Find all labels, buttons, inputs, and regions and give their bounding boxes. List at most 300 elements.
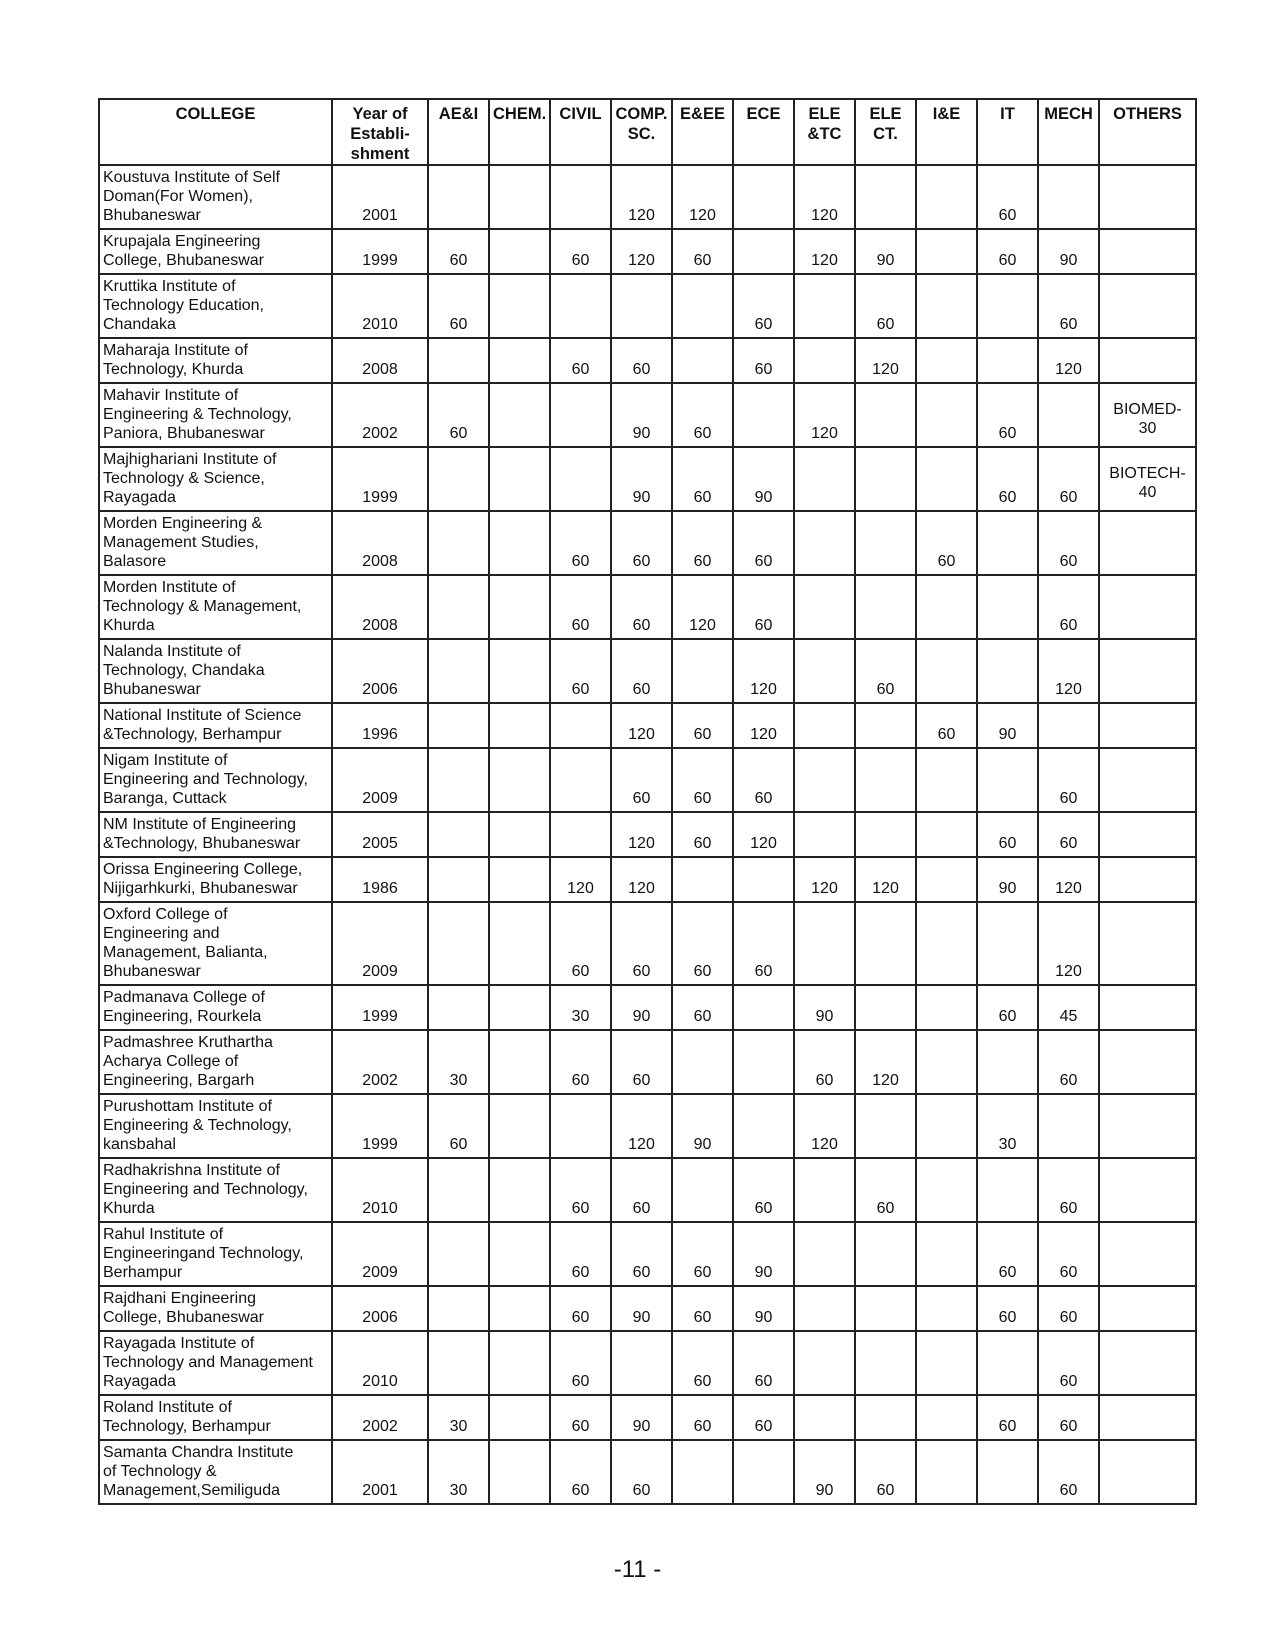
cell-mech: 120	[1038, 338, 1099, 383]
cell-others	[1099, 229, 1196, 274]
cell-ie	[916, 1094, 977, 1158]
cell-others	[1099, 511, 1196, 575]
cell-elect: 60	[855, 639, 916, 703]
cell-ece	[733, 1094, 794, 1158]
cell-ece	[733, 1030, 794, 1094]
cell-comp: 60	[611, 1030, 672, 1094]
header-etc: ELE &TC	[794, 99, 855, 165]
cell-eee: 60	[672, 1286, 733, 1331]
cell-etc: 90	[794, 1440, 855, 1504]
cell-it: 90	[977, 703, 1038, 748]
cell-eee: 60	[672, 902, 733, 985]
cell-comp: 90	[611, 1395, 672, 1440]
table-row	[99, 383, 1196, 447]
cell-year: 2008	[332, 338, 428, 383]
cell-eee	[672, 639, 733, 703]
cell-others	[1099, 1222, 1196, 1286]
cell-year: 1999	[332, 229, 428, 274]
cell-comp: 60	[611, 338, 672, 383]
cell-year: 2008	[332, 575, 428, 639]
cell-college: National Institute of Science &Technology, Berhampur	[99, 703, 332, 748]
cell-comp: 120	[611, 812, 672, 857]
cell-ece	[733, 229, 794, 274]
cell-others	[1099, 575, 1196, 639]
cell-civil: 60	[550, 1030, 611, 1094]
cell-comp	[611, 1331, 672, 1395]
cell-aei	[428, 1158, 489, 1222]
cell-civil	[550, 703, 611, 748]
cell-year: 2006	[332, 639, 428, 703]
cell-etc	[794, 1286, 855, 1331]
cell-chem	[489, 857, 550, 902]
table-row	[99, 639, 1196, 703]
cell-etc	[794, 575, 855, 639]
cell-year: 2009	[332, 902, 428, 985]
cell-it: 60	[977, 165, 1038, 229]
cell-comp: 90	[611, 1286, 672, 1331]
cell-chem	[489, 1395, 550, 1440]
cell-ie	[916, 639, 977, 703]
cell-it: 60	[977, 1395, 1038, 1440]
cell-eee	[672, 1440, 733, 1504]
cell-civil	[550, 1094, 611, 1158]
table-row	[99, 1286, 1196, 1331]
cell-mech: 60	[1038, 812, 1099, 857]
cell-eee	[672, 274, 733, 338]
table-row	[99, 1094, 1196, 1158]
cell-etc	[794, 812, 855, 857]
table-row	[99, 812, 1196, 857]
cell-chem	[489, 165, 550, 229]
cell-college: Nigam Institute of Engineering and Technology, Baranga, Cuttack	[99, 748, 332, 812]
cell-chem	[489, 639, 550, 703]
cell-others	[1099, 1440, 1196, 1504]
cell-aei: 60	[428, 274, 489, 338]
cell-mech: 120	[1038, 857, 1099, 902]
cell-elect	[855, 447, 916, 511]
header-comp: COMP. SC.	[611, 99, 672, 165]
cell-chem	[489, 274, 550, 338]
cell-ie	[916, 1158, 977, 1222]
table-row	[99, 447, 1196, 511]
cell-civil: 60	[550, 1158, 611, 1222]
cell-others	[1099, 985, 1196, 1030]
table-row	[99, 985, 1196, 1030]
cell-aei	[428, 1331, 489, 1395]
cell-etc	[794, 1158, 855, 1222]
cell-civil	[550, 748, 611, 812]
cell-eee	[672, 857, 733, 902]
cell-ece: 60	[733, 1395, 794, 1440]
cell-ie	[916, 812, 977, 857]
cell-others	[1099, 1158, 1196, 1222]
cell-aei: 30	[428, 1395, 489, 1440]
cell-mech: 60	[1038, 1158, 1099, 1222]
cell-ie	[916, 1331, 977, 1395]
table-row	[99, 703, 1196, 748]
cell-elect	[855, 902, 916, 985]
cell-comp: 120	[611, 703, 672, 748]
cell-chem	[489, 383, 550, 447]
cell-others: BIOMED- 30	[1099, 383, 1196, 447]
cell-chem	[489, 447, 550, 511]
cell-eee: 120	[672, 165, 733, 229]
cell-chem	[489, 1094, 550, 1158]
cell-others	[1099, 338, 1196, 383]
cell-elect	[855, 1331, 916, 1395]
cell-civil: 60	[550, 1222, 611, 1286]
cell-elect	[855, 985, 916, 1030]
cell-college: Morden Engineering & Management Studies, Balasore	[99, 511, 332, 575]
cell-comp: 120	[611, 857, 672, 902]
cell-ece: 120	[733, 703, 794, 748]
cell-chem	[489, 703, 550, 748]
cell-it: 60	[977, 1222, 1038, 1286]
cell-it	[977, 1030, 1038, 1094]
cell-elect: 60	[855, 1440, 916, 1504]
cell-eee: 60	[672, 1222, 733, 1286]
cell-others	[1099, 812, 1196, 857]
cell-etc: 120	[794, 1094, 855, 1158]
cell-it: 60	[977, 812, 1038, 857]
header-aei: AE&I	[428, 99, 489, 165]
table-row	[99, 1158, 1196, 1222]
cell-others	[1099, 703, 1196, 748]
cell-it	[977, 748, 1038, 812]
cell-it	[977, 639, 1038, 703]
cell-ece: 60	[733, 511, 794, 575]
cell-etc	[794, 274, 855, 338]
cell-civil	[550, 165, 611, 229]
cell-eee	[672, 338, 733, 383]
header-elect: ELE CT.	[855, 99, 916, 165]
cell-it: 90	[977, 857, 1038, 902]
cell-college: Koustuva Institute of Self Doman(For Women), Bhubaneswar	[99, 165, 332, 229]
header-chem: CHEM.	[489, 99, 550, 165]
cell-aei: 60	[428, 383, 489, 447]
cell-etc	[794, 639, 855, 703]
cell-ece: 90	[733, 1222, 794, 1286]
cell-chem	[489, 1158, 550, 1222]
table-row	[99, 1222, 1196, 1286]
cell-comp: 90	[611, 985, 672, 1030]
cell-elect: 120	[855, 857, 916, 902]
cell-eee: 120	[672, 575, 733, 639]
cell-aei	[428, 748, 489, 812]
cell-mech: 60	[1038, 1395, 1099, 1440]
cell-others: BIOTECH- 40	[1099, 447, 1196, 511]
cell-mech: 45	[1038, 985, 1099, 1030]
cell-elect: 90	[855, 229, 916, 274]
cell-ece	[733, 165, 794, 229]
cell-mech	[1038, 1094, 1099, 1158]
cell-eee: 60	[672, 703, 733, 748]
cell-ie	[916, 902, 977, 985]
cell-others	[1099, 1094, 1196, 1158]
cell-civil: 60	[550, 338, 611, 383]
table-row	[99, 274, 1196, 338]
cell-comp: 60	[611, 639, 672, 703]
cell-chem	[489, 575, 550, 639]
cell-comp: 60	[611, 575, 672, 639]
cell-year: 2002	[332, 1395, 428, 1440]
cell-college: Rahul Institute of Engineeringand Technology, Berhampur	[99, 1222, 332, 1286]
cell-comp: 60	[611, 1440, 672, 1504]
cell-mech: 60	[1038, 511, 1099, 575]
cell-eee: 60	[672, 985, 733, 1030]
cell-mech: 60	[1038, 274, 1099, 338]
cell-college: Oxford College of Engineering and Management, Balianta, Bhubaneswar	[99, 902, 332, 985]
cell-elect	[855, 703, 916, 748]
cell-others	[1099, 902, 1196, 985]
cell-ie	[916, 165, 977, 229]
cell-college: Krupajala Engineering College, Bhubaneswar	[99, 229, 332, 274]
cell-civil: 60	[550, 1395, 611, 1440]
cell-others	[1099, 748, 1196, 812]
cell-comp: 60	[611, 1222, 672, 1286]
header-mech: MECH	[1038, 99, 1099, 165]
cell-etc: 60	[794, 1030, 855, 1094]
cell-college: Radhakrishna Institute of Engineering and Technology, Khurda	[99, 1158, 332, 1222]
cell-aei	[428, 511, 489, 575]
cell-ece: 60	[733, 1331, 794, 1395]
cell-aei: 60	[428, 229, 489, 274]
table-row	[99, 575, 1196, 639]
cell-aei	[428, 703, 489, 748]
cell-elect	[855, 511, 916, 575]
cell-comp: 90	[611, 383, 672, 447]
cell-ie	[916, 229, 977, 274]
cell-year: 1999	[332, 1094, 428, 1158]
cell-ie	[916, 383, 977, 447]
cell-ece: 60	[733, 575, 794, 639]
cell-it: 30	[977, 1094, 1038, 1158]
cell-civil	[550, 447, 611, 511]
cell-aei: 30	[428, 1030, 489, 1094]
cell-civil: 60	[550, 639, 611, 703]
cell-etc	[794, 748, 855, 812]
cell-chem	[489, 748, 550, 812]
cell-comp: 120	[611, 229, 672, 274]
cell-chem	[489, 338, 550, 383]
cell-aei	[428, 639, 489, 703]
cell-etc: 90	[794, 985, 855, 1030]
table-row	[99, 1395, 1196, 1440]
cell-etc: 120	[794, 383, 855, 447]
cell-aei	[428, 575, 489, 639]
cell-year: 1999	[332, 447, 428, 511]
cell-mech: 60	[1038, 1030, 1099, 1094]
cell-elect: 120	[855, 1030, 916, 1094]
cell-ie	[916, 857, 977, 902]
cell-chem	[489, 511, 550, 575]
cell-chem	[489, 1331, 550, 1395]
cell-it: 60	[977, 229, 1038, 274]
cell-year: 1986	[332, 857, 428, 902]
cell-year: 2001	[332, 165, 428, 229]
cell-ece	[733, 383, 794, 447]
cell-civil: 120	[550, 857, 611, 902]
cell-aei	[428, 447, 489, 511]
cell-elect	[855, 1222, 916, 1286]
cell-chem	[489, 1440, 550, 1504]
cell-year: 2002	[332, 1030, 428, 1094]
header-ece: ECE	[733, 99, 794, 165]
cell-eee: 60	[672, 229, 733, 274]
cell-college: Kruttika Institute of Technology Education, Chandaka	[99, 274, 332, 338]
cell-eee: 60	[672, 748, 733, 812]
cell-year: 2008	[332, 511, 428, 575]
cell-chem	[489, 1030, 550, 1094]
cell-civil: 60	[550, 1286, 611, 1331]
table-row	[99, 1331, 1196, 1395]
cell-aei	[428, 812, 489, 857]
cell-chem	[489, 1222, 550, 1286]
header-eee: E&EE	[672, 99, 733, 165]
cell-eee	[672, 1158, 733, 1222]
table-row	[99, 338, 1196, 383]
cell-ece: 120	[733, 639, 794, 703]
cell-eee: 60	[672, 812, 733, 857]
cell-college: Rayagada Institute of Technology and Management Rayagada	[99, 1331, 332, 1395]
cell-comp	[611, 274, 672, 338]
cell-eee: 60	[672, 447, 733, 511]
cell-chem	[489, 812, 550, 857]
cell-ie	[916, 274, 977, 338]
cell-eee: 60	[672, 383, 733, 447]
cell-comp: 60	[611, 1158, 672, 1222]
cell-ece: 60	[733, 902, 794, 985]
cell-etc	[794, 902, 855, 985]
cell-comp: 120	[611, 1094, 672, 1158]
cell-college: Mahavir Institute of Engineering & Technology, Paniora, Bhubaneswar	[99, 383, 332, 447]
cell-etc: 120	[794, 857, 855, 902]
table-row	[99, 511, 1196, 575]
cell-chem	[489, 229, 550, 274]
cell-aei	[428, 1222, 489, 1286]
cell-civil: 60	[550, 1440, 611, 1504]
cell-civil	[550, 812, 611, 857]
cell-others	[1099, 857, 1196, 902]
cell-elect	[855, 165, 916, 229]
cell-aei	[428, 1286, 489, 1331]
page-number: -11 -	[613, 1556, 662, 1583]
cell-ece: 90	[733, 1286, 794, 1331]
cell-year: 2002	[332, 383, 428, 447]
cell-etc	[794, 338, 855, 383]
cell-mech: 90	[1038, 229, 1099, 274]
cell-aei: 30	[428, 1440, 489, 1504]
cell-chem	[489, 902, 550, 985]
header-it: IT	[977, 99, 1038, 165]
table-row	[99, 165, 1196, 229]
cell-college: Orissa Engineering College, Nijigarhkurki, Bhubaneswar	[99, 857, 332, 902]
cell-it	[977, 902, 1038, 985]
cell-others	[1099, 1286, 1196, 1331]
cell-ece: 60	[733, 748, 794, 812]
cell-college: Morden Institute of Technology & Management, Khurda	[99, 575, 332, 639]
cell-ece: 60	[733, 1158, 794, 1222]
cell-ece	[733, 985, 794, 1030]
cell-year: 2010	[332, 1331, 428, 1395]
cell-civil: 60	[550, 902, 611, 985]
cell-year: 2001	[332, 1440, 428, 1504]
cell-college: Padmashree Kruthartha Acharya College of Engineering, Bargarh	[99, 1030, 332, 1094]
cell-college: NM Institute of Engineering &Technology, Bhubaneswar	[99, 812, 332, 857]
cell-it	[977, 1440, 1038, 1504]
cell-college: Majhighariani Institute of Technology & Science, Rayagada	[99, 447, 332, 511]
cell-aei	[428, 857, 489, 902]
cell-year: 2005	[332, 812, 428, 857]
cell-college: Roland Institute of Technology, Berhampur	[99, 1395, 332, 1440]
cell-it	[977, 575, 1038, 639]
cell-etc	[794, 1395, 855, 1440]
cell-mech: 120	[1038, 639, 1099, 703]
header-civil: CIVIL	[550, 99, 611, 165]
cell-elect: 120	[855, 338, 916, 383]
cell-it: 60	[977, 1286, 1038, 1331]
cell-others	[1099, 1331, 1196, 1395]
cell-elect	[855, 1286, 916, 1331]
cell-etc	[794, 511, 855, 575]
cell-college: Nalanda Institute of Technology, Chandaka Bhubaneswar	[99, 639, 332, 703]
table-row	[99, 902, 1196, 985]
cell-it: 60	[977, 447, 1038, 511]
cell-civil	[550, 383, 611, 447]
cell-elect	[855, 812, 916, 857]
cell-year: 2009	[332, 1222, 428, 1286]
cell-chem	[489, 1286, 550, 1331]
cell-comp: 120	[611, 165, 672, 229]
cell-comp: 60	[611, 511, 672, 575]
cell-year: 2006	[332, 1286, 428, 1331]
cell-etc: 120	[794, 165, 855, 229]
cell-it: 60	[977, 383, 1038, 447]
cell-elect: 60	[855, 1158, 916, 1222]
cell-civil: 60	[550, 575, 611, 639]
cell-others	[1099, 1030, 1196, 1094]
table-row	[99, 1030, 1196, 1094]
cell-ie	[916, 748, 977, 812]
cell-comp: 60	[611, 748, 672, 812]
header-others: OTHERS	[1099, 99, 1196, 165]
cell-etc	[794, 1222, 855, 1286]
cell-ece: 60	[733, 274, 794, 338]
cell-eee: 60	[672, 511, 733, 575]
cell-ie	[916, 447, 977, 511]
header-row	[99, 99, 1196, 165]
table-row	[99, 1440, 1196, 1504]
cell-ece	[733, 857, 794, 902]
cell-mech: 60	[1038, 1440, 1099, 1504]
cell-ie: 60	[916, 703, 977, 748]
cell-college: Padmanava College of Engineering, Rourkela	[99, 985, 332, 1030]
cell-eee: 60	[672, 1331, 733, 1395]
cell-mech	[1038, 383, 1099, 447]
cell-ie	[916, 1030, 977, 1094]
table-row	[99, 229, 1196, 274]
cell-mech	[1038, 703, 1099, 748]
cell-aei	[428, 338, 489, 383]
cell-aei: 60	[428, 1094, 489, 1158]
cell-ece	[733, 1440, 794, 1504]
cell-ece: 120	[733, 812, 794, 857]
cell-ie	[916, 1395, 977, 1440]
cell-civil: 60	[550, 511, 611, 575]
cell-aei	[428, 165, 489, 229]
cell-it: 60	[977, 985, 1038, 1030]
cell-aei	[428, 902, 489, 985]
